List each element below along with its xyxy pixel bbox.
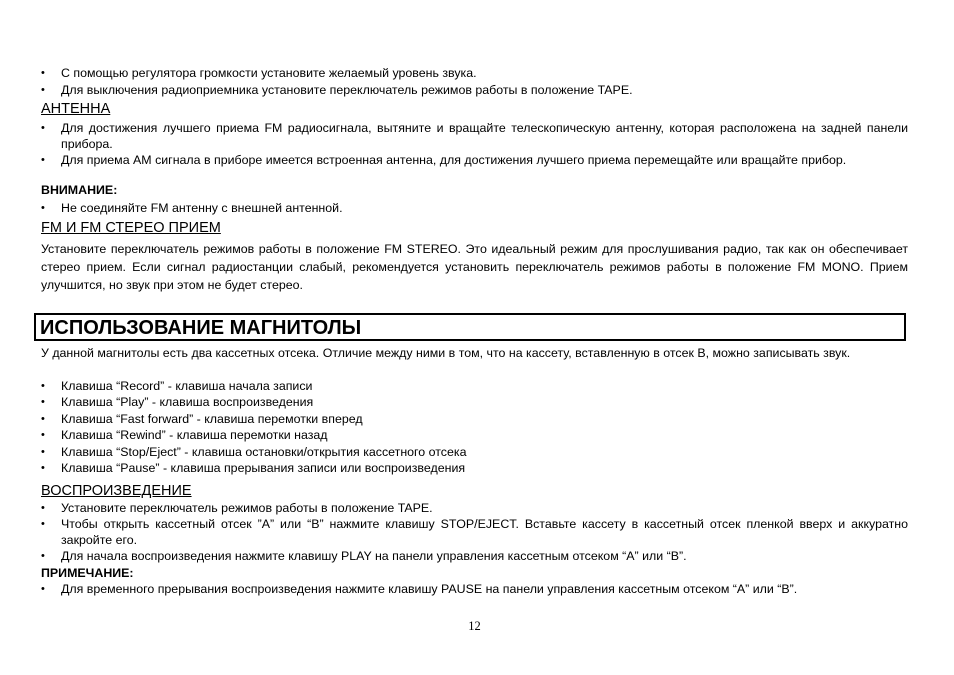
- list-item-text: Клавиша “Record” - клавиша начала записи: [61, 379, 313, 393]
- bullet-icon: •: [41, 84, 45, 96]
- section-title-box: [34, 313, 906, 341]
- bullet-icon: •: [41, 429, 45, 441]
- bullet-icon: •: [41, 396, 45, 408]
- list-item-text: Клавиша “Stop/Eject” - клавиша остановки/открытия кассетного отсека: [61, 445, 467, 459]
- list-item: [41, 378, 908, 394]
- list-item-text: Клавиша “Play” - клавиша воспроизведения: [61, 395, 314, 409]
- list-item: [41, 394, 908, 410]
- list-item-text: Для временного прерывания воспроизведения нажмите клавишу PAUSE на панели управления кассетным отсеком “A” или “B”.: [61, 582, 798, 596]
- section-title: ИСПОЛЬЗОВАНИЕ МАГНИТОЛЫ: [40, 317, 362, 339]
- list-item: [41, 444, 908, 460]
- list-item: [41, 460, 908, 476]
- bullet-icon: •: [41, 413, 45, 425]
- list-item: [41, 427, 908, 443]
- section-intro: У данной магнитолы есть два кассетных отсека. Отличие между ними в том, что на кассету, вставленную в отсек B, можно записывать звук.: [41, 346, 851, 360]
- list-item-text: Клавиша “Fast forward” - клавиша перемотки вперед: [61, 412, 363, 426]
- list-item: [41, 120, 908, 152]
- fm-heading: FM И FM СТЕРЕО ПРИЕМ: [41, 220, 221, 236]
- list-item: [41, 152, 908, 168]
- list-item: [41, 548, 908, 564]
- fm-paragraph: Установите переключатель режимов работы в положение FM STEREO. Это идеальный режим для прослушивания радио, так как он обеспечивает стерео прием. Если сигнал радиостанции слабый, рекомендуется установить переключатель режимов работы в положение FM MONO. Прием улучшится, но звук при этом не будет стерео.: [41, 242, 908, 292]
- list-item-text: Чтобы открыть кассетный отсек ”A” или “B” нажмите клавишу STOP/EJECT. Вставьте кассету в кассетный отсек пленкой вверх и аккуратно закройте его.: [61, 517, 908, 547]
- list-item: [41, 82, 908, 98]
- list-item: [41, 516, 908, 548]
- bullet-icon: •: [41, 380, 45, 392]
- bullet-icon: •: [41, 202, 45, 214]
- list-item: [41, 411, 908, 427]
- list-item-text: Для приема AM сигнала в приборе имеется встроенная антенна, для достижения лучшего приема перемещайте или вращайте прибор.: [61, 153, 847, 167]
- bullet-icon: •: [41, 502, 45, 514]
- warning-label: ВНИМАНИЕ:: [41, 183, 118, 197]
- list-item: [41, 65, 908, 81]
- bullet-icon: •: [41, 154, 45, 166]
- list-item: [41, 581, 908, 597]
- bullet-icon: •: [41, 462, 45, 474]
- bullet-icon: •: [41, 550, 45, 562]
- list-item: [41, 500, 908, 516]
- bullet-icon: •: [41, 583, 45, 595]
- list-item-text: Для начала воспроизведения нажмите клавишу PLAY на панели управления кассетным отсеком “A” или “B”.: [61, 549, 687, 563]
- bullet-icon: •: [41, 446, 45, 458]
- bullet-icon: •: [41, 67, 45, 79]
- list-item-text: Для достижения лучшего приема FM радиосигнала, вытяните и вращайте телескопическую антенну, которая расположена на задней панели прибора.: [61, 121, 908, 151]
- bullet-icon: •: [41, 122, 45, 134]
- bullet-icon: •: [41, 518, 45, 530]
- list-item-text: Клавиша “Pause” - клавиша прерывания записи или воспроизведения: [61, 461, 466, 475]
- list-item-text: Не соединяйте FM антенну с внешней антенной.: [61, 201, 343, 215]
- playback-heading: ВОСПРОИЗВЕДЕНИЕ: [41, 483, 192, 499]
- list-item-text: Клавиша “Rewind” - клавиша перемотки назад: [61, 428, 328, 442]
- list-item-text: С помощью регулятора громкости установите желаемый уровень звука.: [61, 66, 477, 80]
- list-item: [41, 200, 908, 216]
- list-item-text: Установите переключатель режимов работы в положение TAPE.: [61, 501, 433, 515]
- note-label: ПРИМЕЧАНИЕ:: [41, 566, 134, 580]
- antenna-heading: АНТЕННА: [41, 101, 111, 117]
- list-item-text: Для выключения радиоприемника установите переключатель режимов работы в положение TAPE.: [61, 83, 633, 97]
- page-number: 12: [468, 619, 481, 633]
